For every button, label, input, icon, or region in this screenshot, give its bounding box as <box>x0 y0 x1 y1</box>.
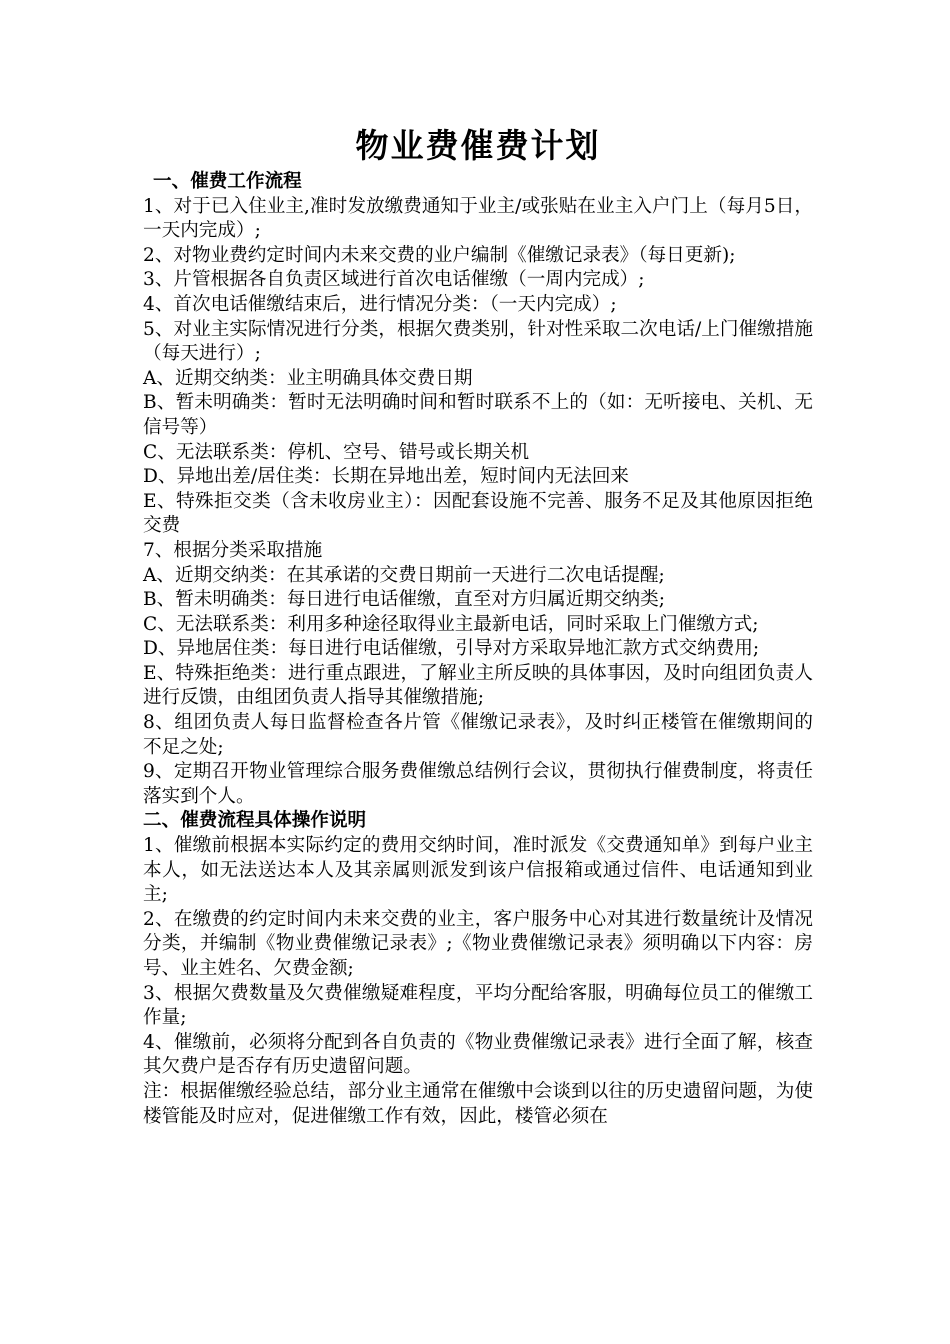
paragraph: 4、催缴前，必须将分配到各自负责的《物业费催缴记录表》进行全面了解，核查其欠费户是否存有历史遗留问题。 <box>143 1031 813 1078</box>
paragraph: B、暂未明确类：暂时无法明确时间和暂时联系不上的（如：无听接电、关机、无信号等） <box>143 392 813 438</box>
paragraph: 2、对物业费约定时间内未来交费的业户编制《催缴记录表》（每日更新); <box>143 244 736 266</box>
paragraph: B、暂未明确类：每日进行电话催缴，直至对方归属近期交纳类; <box>143 589 665 611</box>
paragraph: D、异地出差/居住类：长期在异地出差，短时间内无法回来 <box>143 466 630 488</box>
document-body <box>143 170 813 1129</box>
section-heading: 二、催费流程具体操作说明 <box>143 810 367 832</box>
paragraph: 5、对业主实际情况进行分类，根据欠费类别，针对性采取二次电话/上门催缴措施（每天进行）; <box>143 318 813 365</box>
paragraph: C、无法联系类：利用多种途径取得业主最新电话，同时采取上门催缴方式; <box>143 613 759 635</box>
paragraph: 3、片管根据各自负责区域进行首次电话催缴（一周内完成）; <box>143 269 645 291</box>
paragraph: 8、组团负责人每日监督检查各片管《催缴记录表》，及时纠正楼管在催缴期间的不足之处; <box>143 712 813 758</box>
paragraph: 1、催缴前根据本实际约定的费用交纳时间，准时派发《交费通知单》到每户业主本人，如无法送达本人及其亲属则派发到该户信报箱或通过信件、电话通知到业主; <box>143 835 813 906</box>
paragraph: 7、根据分类采取措施 <box>143 539 323 561</box>
document-title: 物业费催费计划 <box>355 126 601 165</box>
paragraph: 2、在缴费的约定时间内未来交费的业主，客户服务中心对其进行数量统计及情况分类，并编制《物业费催缴记录表》;《物业费催缴记录表》须明确以下内容：房号、业主姓名、欠费金额; <box>143 908 813 979</box>
paragraph: A、近期交纳类：在其承诺的交费日期前一天进行二次电话提醒; <box>143 564 665 586</box>
paragraph: A、近期交纳类：业主明确具体交费日期 <box>143 367 473 389</box>
paragraph: 3、根据欠费数量及欠费催缴疑难程度，平均分配给客服，明确每位员工的催缴工作量; <box>143 982 813 1029</box>
paragraph: E、特殊拒绝类：进行重点跟进，了解业主所反映的具体事因，及时向组团负责人进行反馈，由组团负责人指导其催缴措施; <box>143 662 813 709</box>
paragraph: C、无法联系类：停机、空号、错号或长期关机 <box>143 441 530 463</box>
paragraph: 4、首次电话催缴结束后，进行情况分类：（一天内完成）; <box>143 293 617 315</box>
paragraph: 9、定期召开物业管理综合服务费催缴总结例行会议，贯彻执行催费制度，将责任落实到个人。 <box>143 761 813 807</box>
paragraph: D、异地居住类：每日进行电话催缴，引导对方采取异地汇款方式交纳费用; <box>143 638 760 660</box>
section-heading: 一、催费工作流程 <box>153 171 302 192</box>
paragraph: 1、对于已入住业主,准时发放缴费通知于业主/或张贴在业主入户门上（每月5日，一天内完成）; <box>143 195 813 242</box>
paragraph: E、特殊拒交类（含未收房业主）：因配套设施不完善、服务不足及其他原因拒绝交费 <box>143 490 813 537</box>
paragraph: 注：根据催缴经验总结，部分业主通常在催缴中会谈到以往的历史遗留问题，为使楼管能及时应对，促进催缴工作有效，因此，楼管必须在 <box>143 1080 813 1127</box>
